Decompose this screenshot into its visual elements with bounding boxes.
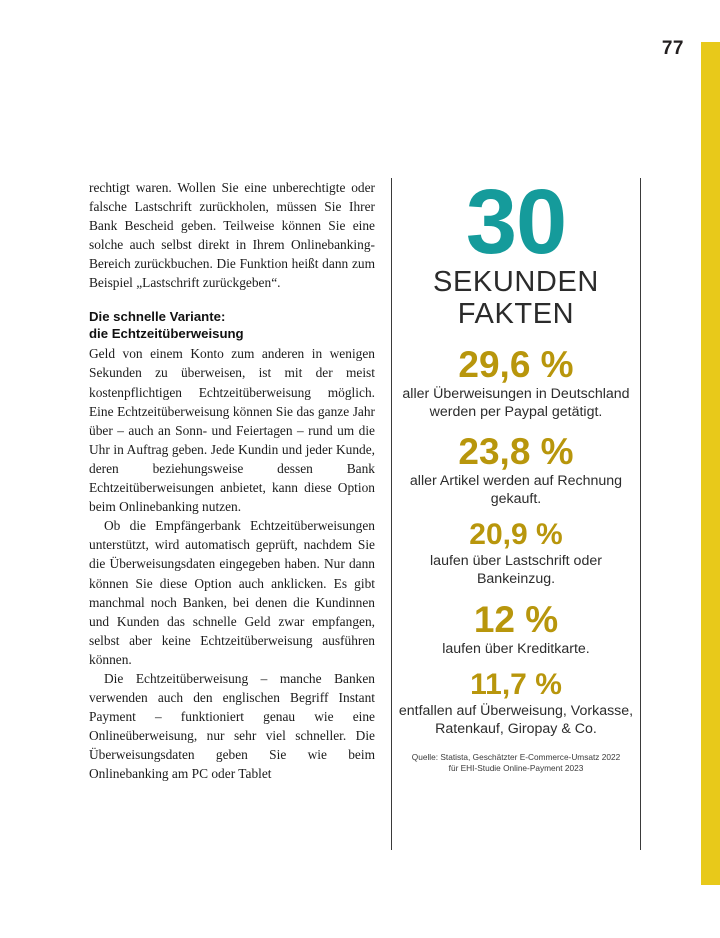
fact-value: 20,9 % bbox=[469, 518, 563, 552]
article-paragraph-2: Geld von einem Konto zum anderen in wenigen Sekunden zu überweisen, ist mit der meist kostenpflichtigen Echtzeitüberweisung möglich. Eine Echtzeitüberweisung können Sie das ganze Jahr über – auch an Sonn- und Feiertagen – rund um die Uhr in Auftrag geben. Jede Kundin und jeder Kunde, deren beziehungsweise dessen Bank Echtzeitüberweisungen anbietet, kann diese Option beim Onlinebanking nutzen. bbox=[89, 346, 375, 515]
fact-value: 11,7 % bbox=[470, 668, 562, 702]
fact-description: laufen über Lastschrift oder Bankeinzug. bbox=[430, 553, 602, 587]
fact-item bbox=[392, 670, 640, 738]
article-subheading-line-2: die Echtzeitüberweisung bbox=[89, 325, 244, 341]
page-number: 77 bbox=[661, 38, 684, 59]
fact-list bbox=[392, 346, 640, 750]
page-edge-marker-bar bbox=[701, 42, 720, 885]
fact-box-source bbox=[404, 752, 628, 774]
fact-value: 23,8 % bbox=[458, 431, 574, 473]
article-paragraph-1: rechtigt waren. Wollen Sie eine unberechtigte oder falsche Lastschrift zurückholen, müssen Sie Ihrer Bank Bescheid geben. Teilweise können Sie eine solche auch selbst direkt in Ihrem Onlinebanking-Bereich zurückbuchen. Die Funktion heißt dann zum Beispiel „Lastschrift zurückgeben“. bbox=[89, 180, 375, 291]
fact-box-headline-line-1: SEKUNDEN bbox=[433, 266, 599, 298]
fact-description: laufen über Kreditkarte. bbox=[442, 640, 590, 657]
fact-value: 12 % bbox=[473, 598, 559, 640]
fact-box bbox=[391, 171, 641, 850]
fact-box-source-line-2: für EHI-Studie Online-Payment 2023 bbox=[448, 763, 584, 774]
article-subheading bbox=[89, 308, 375, 343]
fact-value: 29,6 % bbox=[458, 344, 574, 385]
article-subheading-line-1: Die schnelle Variante: bbox=[89, 308, 226, 324]
fact-box-headline-line-2: FAKTEN bbox=[457, 298, 575, 330]
fact-box-headline-number: 30 bbox=[465, 171, 567, 273]
fact-box-headline bbox=[392, 171, 640, 330]
article-text-column bbox=[89, 178, 375, 784]
fact-item bbox=[392, 520, 640, 588]
fact-item bbox=[392, 346, 640, 421]
fact-item bbox=[392, 433, 640, 508]
fact-description: aller Überweisungen in Deutschland werden per Paypal getätigt. bbox=[402, 386, 630, 420]
fact-item bbox=[392, 598, 640, 659]
fact-description: aller Artikel werden auf Rechnung gekauft. bbox=[409, 473, 623, 507]
article-paragraph-4: Die Echtzeitüberweisung – manche Banken verwenden auch den englischen Begriff Instant Payment – funktioniert genau wie eine Onlineüberweisung, nur sehr viel schneller. Die Überweisungsdaten geben Sie wie beim Onlinebanking am PC oder Tablet bbox=[89, 670, 375, 782]
article-paragraph-3: Ob die Empfängerbank Echtzeitüberweisungen unterstützt, wird automatisch geprüft, nachdem Sie die Überweisungsdaten eingegeben haben. Nur dann können Sie diese Option auch anklicken. Es gibt manchmal noch Banken, bei denen die Kundinnen und Kunden das schnelle Geld zwar empfangen, selbst aber keine Echtzeitüberweisung ausführen können. bbox=[89, 518, 375, 667]
fact-box-source-line-1: Quelle: Statista, Geschätzter E-Commerce-Umsatz 2022 bbox=[411, 752, 621, 763]
fact-description: entfallen auf Überweisung, Vorkasse, Ratenkauf, Giropay & Co. bbox=[398, 703, 634, 737]
